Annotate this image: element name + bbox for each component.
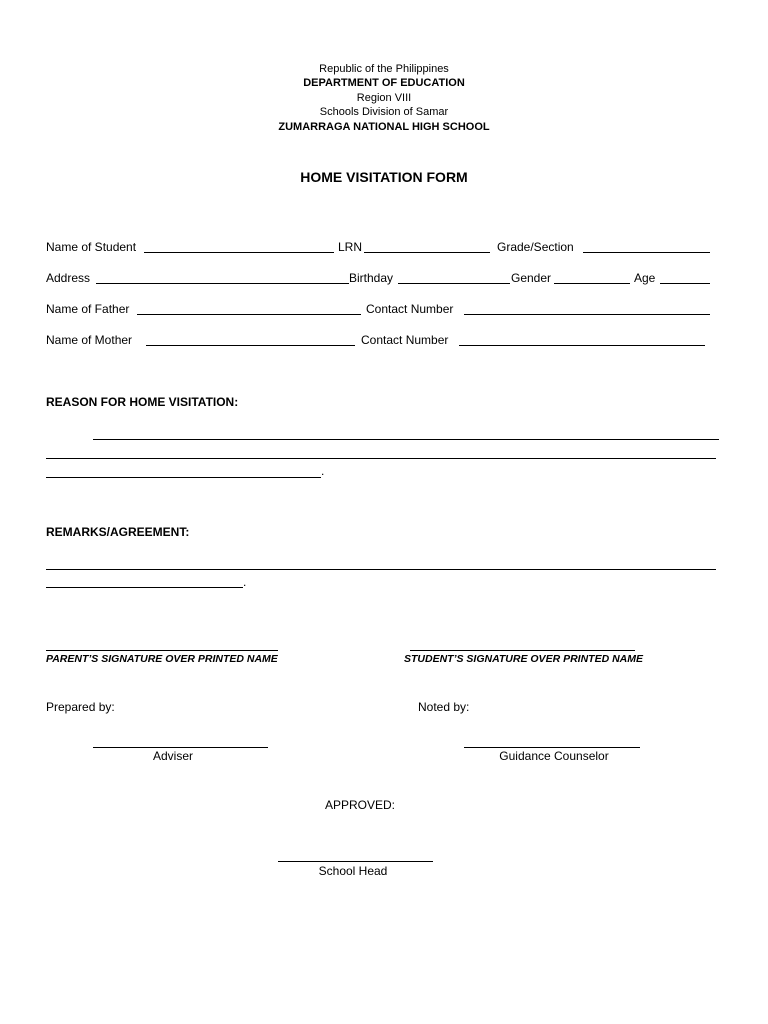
parent-signature-caption: PARENT’S SIGNATURE OVER PRINTED NAME [46,653,278,665]
header-school: ZUMARRAGA NATIONAL HIGH SCHOOL [278,121,490,133]
approved-label: APPROVED: [325,798,396,812]
reason-heading: REASON FOR HOME VISITATION: [46,395,239,409]
form-title: HOME VISITATION FORM [300,169,468,185]
remarks-end-period: . [243,575,247,589]
header-department: DEPARTMENT OF EDUCATION [303,77,465,89]
label-birthday: Birthday [349,271,394,285]
label-name-of-father: Name of Father [46,302,130,316]
label-age: Age [634,271,656,285]
reason-line-1[interactable] [93,439,719,440]
name-of-father-line[interactable] [137,314,361,315]
prepared-by-label: Prepared by: [46,700,115,714]
guidance-counselor-caption: Guidance Counselor [499,749,609,763]
school-head-caption: School Head [318,864,388,878]
age-line[interactable] [660,283,710,284]
reason-line-2[interactable] [46,458,716,459]
header-region: Region VIII [356,92,412,104]
name-of-student-line[interactable] [144,252,334,253]
header-division: Schools Division of Samar [319,106,449,118]
birthday-line[interactable] [398,283,510,284]
label-grade-section: Grade/Section [497,240,574,254]
header-republic: Republic of the Philippines [319,63,449,75]
reason-line-3[interactable] [46,477,321,478]
label-name-of-mother: Name of Mother [46,333,133,347]
noted-by-label: Noted by: [418,700,470,714]
school-head-signature-line[interactable] [278,861,433,862]
adviser-caption: Adviser [152,749,193,763]
student-signature-line[interactable] [410,650,635,651]
contact-number-father-line[interactable] [464,314,710,315]
lrn-line[interactable] [364,252,490,253]
label-contact-number-mother: Contact Number [361,333,449,347]
grade-section-line[interactable] [583,252,710,253]
student-signature-caption: STUDENT’S SIGNATURE OVER PRINTED NAME [404,653,643,665]
gender-line[interactable] [554,283,630,284]
label-contact-number-father: Contact Number [366,302,454,316]
label-gender: Gender [511,271,552,285]
remarks-line-2[interactable] [46,587,243,588]
label-lrn: LRN [338,240,363,254]
name-of-mother-line[interactable] [146,345,355,346]
label-address: Address [46,271,91,285]
contact-number-mother-line[interactable] [459,345,705,346]
guidance-counselor-signature-line[interactable] [464,747,640,748]
address-line[interactable] [96,283,349,284]
parent-signature-line[interactable] [46,650,278,651]
reason-end-period: . [321,464,325,478]
label-name-of-student: Name of Student [46,240,137,254]
adviser-signature-line[interactable] [93,747,268,748]
remarks-line-1[interactable] [46,569,716,570]
remarks-heading: REMARKS/AGREEMENT: [46,525,190,539]
